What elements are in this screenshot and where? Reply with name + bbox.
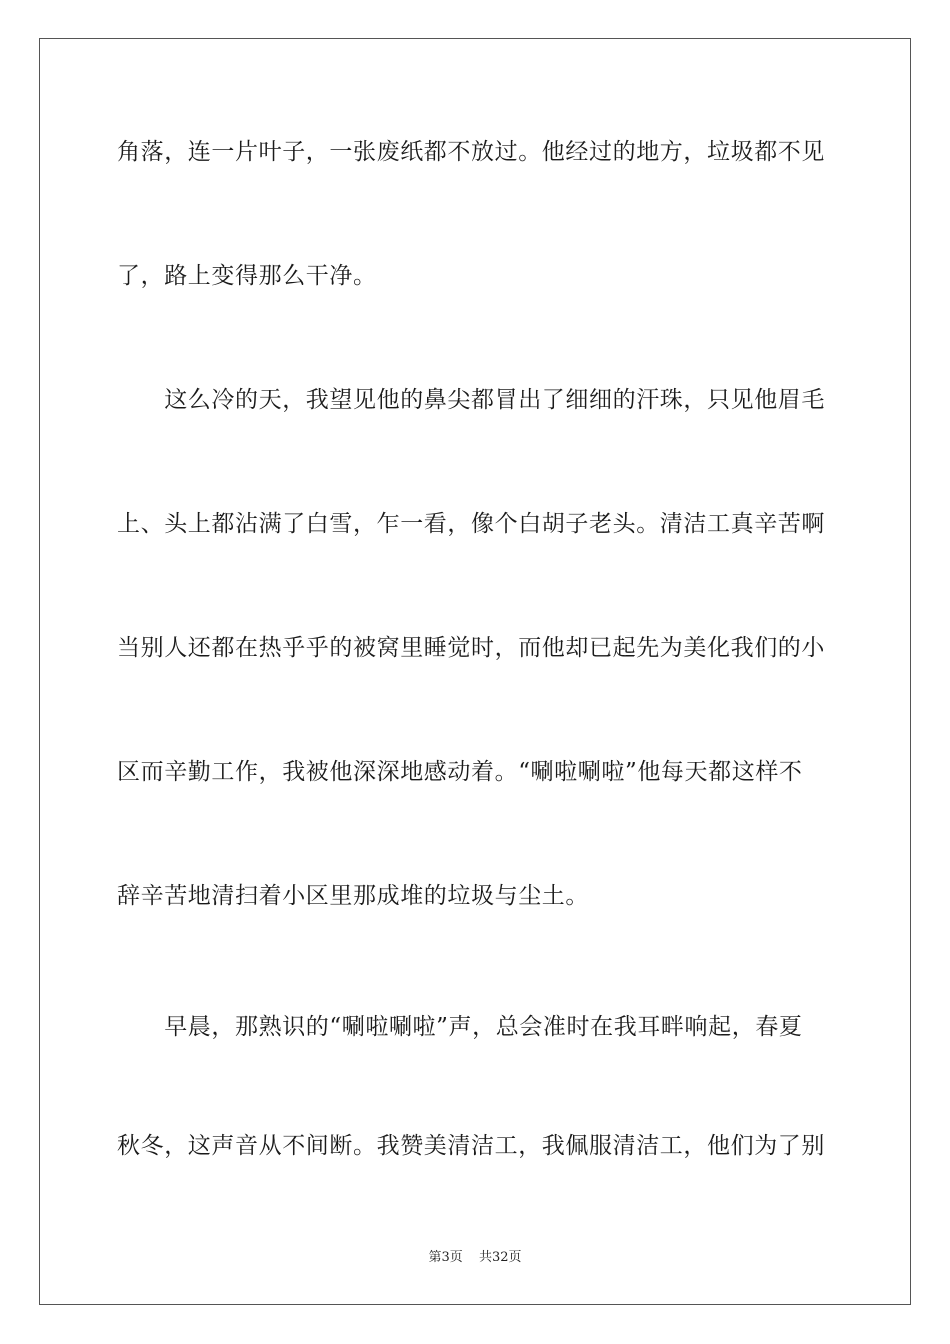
text-line: 秋冬，这声音从不间断。我赞美清洁工，我佩服清洁工，他们为了别 (117, 1133, 825, 1159)
text-line: 这么冷的天，我望见他的鼻尖都冒出了细细的汗珠，只见他眉毛 (117, 387, 825, 413)
text-line: 早晨，那熟识的“唰啦唰啦”声，总会准时在我耳畔响起，春夏 (117, 1014, 803, 1040)
text-line: 辞辛苦地清扫着小区里那成堆的垃圾与尘土。 (117, 883, 589, 909)
text-line: 上、头上都沾满了白雪，乍一看，像个白胡子老头。清洁工真辛苦啊 (117, 511, 825, 537)
page-number: 第3页 (428, 1250, 463, 1265)
page-total: 共32页 (478, 1250, 522, 1265)
text-line: 区而辛勤工作，我被他深深地感动着。“唰啦唰啦”他每天都这样不 (117, 759, 803, 785)
text-line: 当别人还都在热乎乎的被窝里睡觉时，而他却已起先为美化我们的小 (117, 635, 825, 661)
page-border (39, 38, 911, 1305)
text-line: 了，路上变得那么干净。 (117, 263, 377, 289)
page-footer (0, 1246, 950, 1265)
text-line: 角落，连一片叶子，一张废纸都不放过。他经过的地方，垃圾都不见 (117, 139, 825, 165)
